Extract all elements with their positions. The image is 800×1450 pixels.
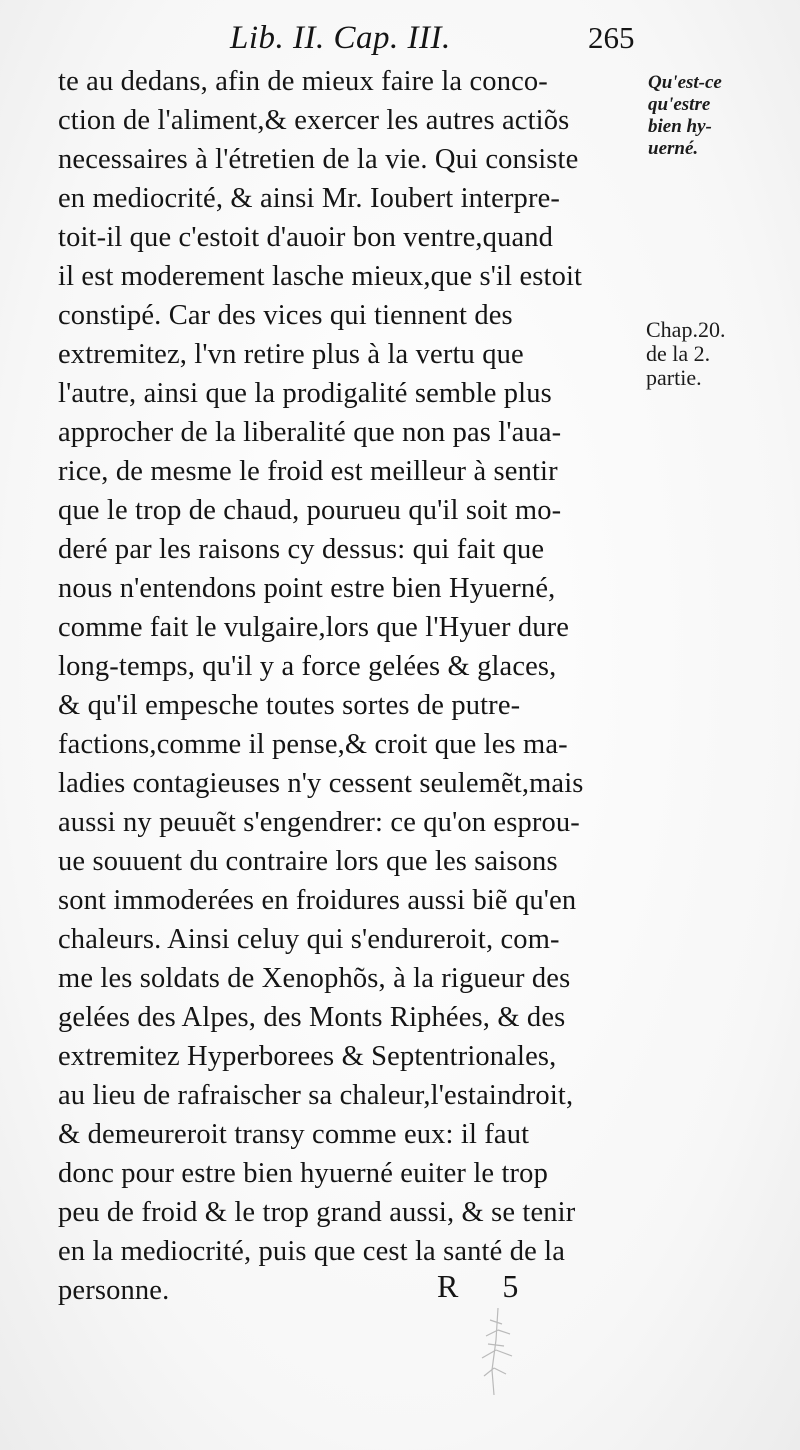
margin-note-line: partie. xyxy=(646,365,702,390)
text-line: comme fait le vulgaire,lors que l'Hyuer dure xyxy=(58,612,570,643)
margin-note-line: Chap.20. xyxy=(646,317,726,342)
margin-note-line: uerné. xyxy=(648,138,699,159)
text-line: en la mediocrité, puis que cest la santé de la xyxy=(58,1236,566,1267)
page-number: 265 xyxy=(588,20,635,55)
text-line: ladies contagieuses n'y cessent seulemẽt,mais xyxy=(58,768,584,799)
margin-note-definition xyxy=(648,72,768,160)
text-line: personne. xyxy=(58,1275,170,1306)
running-head: Lib. II. Cap. III. xyxy=(230,20,451,56)
text-line: ue souuent du contraire lors que les saisons xyxy=(58,846,558,877)
margin-note-reference xyxy=(646,318,776,390)
text-line: au lieu de rafraischer sa chaleur,l'estaindroit, xyxy=(58,1080,574,1111)
text-line: extremitez, l'vn retire plus à la vertu que xyxy=(58,339,524,370)
text-line: constipé. Car des vices qui tiennent des xyxy=(58,300,513,331)
text-line: approcher de la liberalité que non pas l'aua- xyxy=(58,417,562,448)
text-line: gelées des Alpes, des Monts Riphées, & des xyxy=(58,1002,566,1033)
text-line: que le trop de chaud, pourueu qu'il soit mo- xyxy=(58,495,562,526)
text-line: long-temps, qu'il y a force gelées & glaces, xyxy=(58,651,557,682)
text-line: rice, de mesme le froid est meilleur à sentir xyxy=(58,456,558,487)
text-line: en mediocrité, & ainsi Mr. Ioubert interpre- xyxy=(58,183,561,214)
text-line: extremitez Hyperborees & Septentrionales, xyxy=(58,1041,557,1072)
text-line: ction de l'aliment,& exercer les autres actiõs xyxy=(58,105,570,136)
margin-note-line: bien hy- xyxy=(648,116,712,137)
text-line: donc pour estre bien hyuerné euiter le trop xyxy=(58,1158,548,1189)
text-line: & qu'il empesche toutes sortes de putre- xyxy=(58,690,521,721)
text-line: factions,comme il pense,& croit que les ma- xyxy=(58,729,568,760)
text-line: & demeureroit transy comme eux: il faut xyxy=(58,1119,530,1150)
ink-blot-icon xyxy=(468,1300,528,1400)
signature-mark: R 5 xyxy=(437,1268,537,1304)
text-line: toit-il que c'estoit d'auoir bon ventre,quand xyxy=(58,222,554,253)
margin-note-line: de la 2. xyxy=(646,341,711,366)
text-line: deré par les raisons cy dessus: qui fait que xyxy=(58,534,545,565)
text-line: chaleurs. Ainsi celuy qui s'endureroit, com- xyxy=(58,924,560,955)
body-text xyxy=(58,62,648,1310)
text-line: te au dedans, afin de mieux faire la conco- xyxy=(58,66,548,97)
text-line: aussi ny peuuẽt s'engendrer: ce qu'on esprou- xyxy=(58,807,580,838)
text-line: peu de froid & le trop grand aussi, & se tenir xyxy=(58,1197,576,1228)
text-line: il est moderement lasche mieux,que s'il estoit xyxy=(58,261,583,292)
text-line: me les soldats de Xenophõs, à la rigueur des xyxy=(58,963,571,994)
text-line: necessaires à l'étretien de la vie. Qui consiste xyxy=(58,144,579,175)
text-line: sont immoderées en froidures aussi biẽ qu'en xyxy=(58,885,577,916)
text-line: l'autre, ainsi que la prodigalité semble plus xyxy=(58,378,552,409)
margin-note-line: qu'estre xyxy=(648,94,711,115)
page-header xyxy=(60,20,760,64)
margin-note-line: Qu'est-ce xyxy=(648,72,722,93)
text-line: nous n'entendons point estre bien Hyuerné, xyxy=(58,573,556,604)
